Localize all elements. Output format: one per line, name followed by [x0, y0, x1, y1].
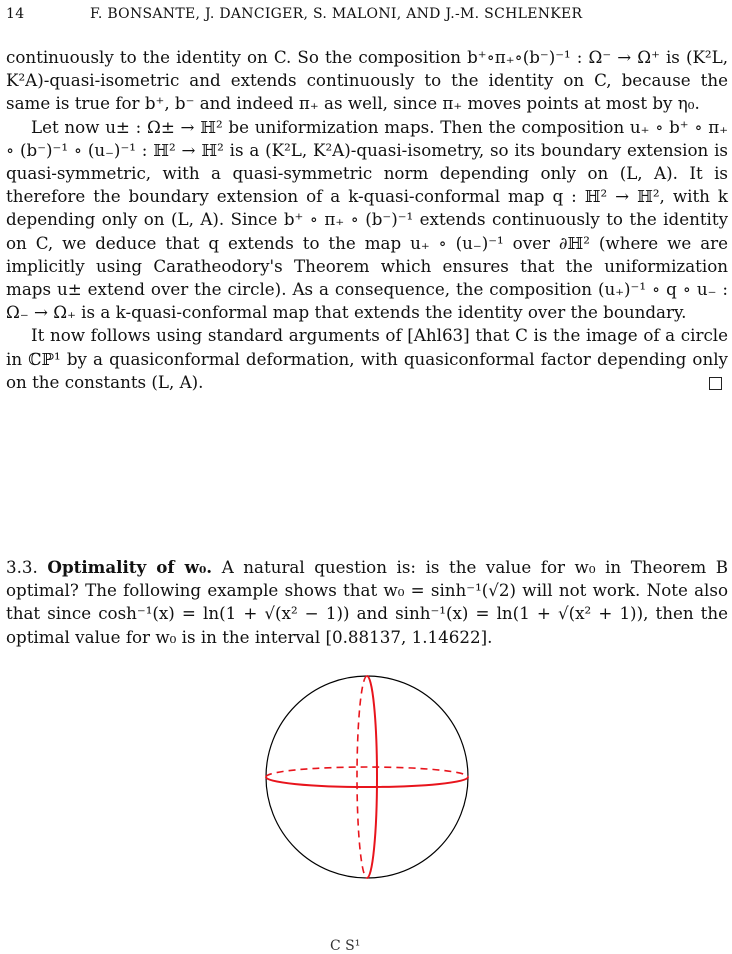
figure-caption-partial: C S¹ [330, 938, 361, 954]
qed-square-icon [709, 377, 722, 390]
paragraph-3 [6, 324, 728, 394]
paragraph-2: Let now u± : Ω± → ℍ² be uniformization maps. Then the composition u₊ ∘ b⁺ ∘ π₊ ∘ (b⁻)⁻¹ ∘ (u₋)⁻¹ : ℍ² → ℍ² is a (K²L, K²A)-quasi-isometry, so its boundary extension is quasi-symmetric, with a quasi-symmetric norm depending only on (L, A). It is therefore the boundary extension of a k-quasi-conformal map q : ℍ² → ℍ², with k depending only on (L, A). Since b⁺ ∘ π₊ ∘ (b⁻)⁻¹ extends continuously to the identity on C, we deduce that q extends to the map u₊ ∘ (u₋)⁻¹ over ∂ℍ² (where we are implicitly using Caratheodory's Theorem which ensures that the uniformization maps u± extend over the circle). As a consequence, the composition (u₊)⁻¹ ∘ q ∘ u₋ : Ω₋ → Ω₊ is a k-quasi-conformal map that extends the identity over the boundary. [6, 116, 728, 323]
equator-back-dashed [266, 767, 468, 777]
equator-front-solid [266, 777, 468, 787]
body-text [6, 46, 728, 394]
author-list: F. BONSANTE, J. DANCIGER, S. MALONI, AND J.-M. SCHLENKER [90, 6, 583, 22]
paragraph-1: continuously to the identity on C. So the composition b⁺∘π₊∘(b⁻)⁻¹ : Ω⁻ → Ω⁺ is (K²L, K²A)-quasi-isometric and extends continuously to the identity on C, because the same is true for b⁺, b⁻ and indeed π₊ as well, since π₊ moves points at most by η₀. [6, 47, 728, 114]
section-title: Optimality of w₀. [47, 557, 213, 577]
paragraph-3-text: It now follows using standard arguments of [Ahl63] that C is the image of a circle in ℂℙ¹ by a quasiconformal deformation, with quasiconformal factor depending only on the constants (L, A). [6, 325, 728, 392]
meridian-back-dashed [357, 676, 367, 878]
page-number: 14 [6, 6, 25, 22]
section-text: A natural question is: is the value for w₀ in Theorem B optimal? The following example shows that w₀ = sinh⁻¹(√2) will not work. Note also that since cosh⁻¹(x) = ln(1 + √(x² − 1)) and sinh⁻¹(x) = ln(1 + √(x² + 1)), then the optimal value for w₀ is in the interval [0.88137, 1.14622]. [6, 557, 729, 647]
section-3-3 [6, 556, 728, 649]
sphere-outline [266, 676, 468, 878]
sphere-figure [252, 660, 482, 896]
section-number: 3.3. [6, 557, 38, 577]
meridian-front-solid [367, 676, 377, 878]
